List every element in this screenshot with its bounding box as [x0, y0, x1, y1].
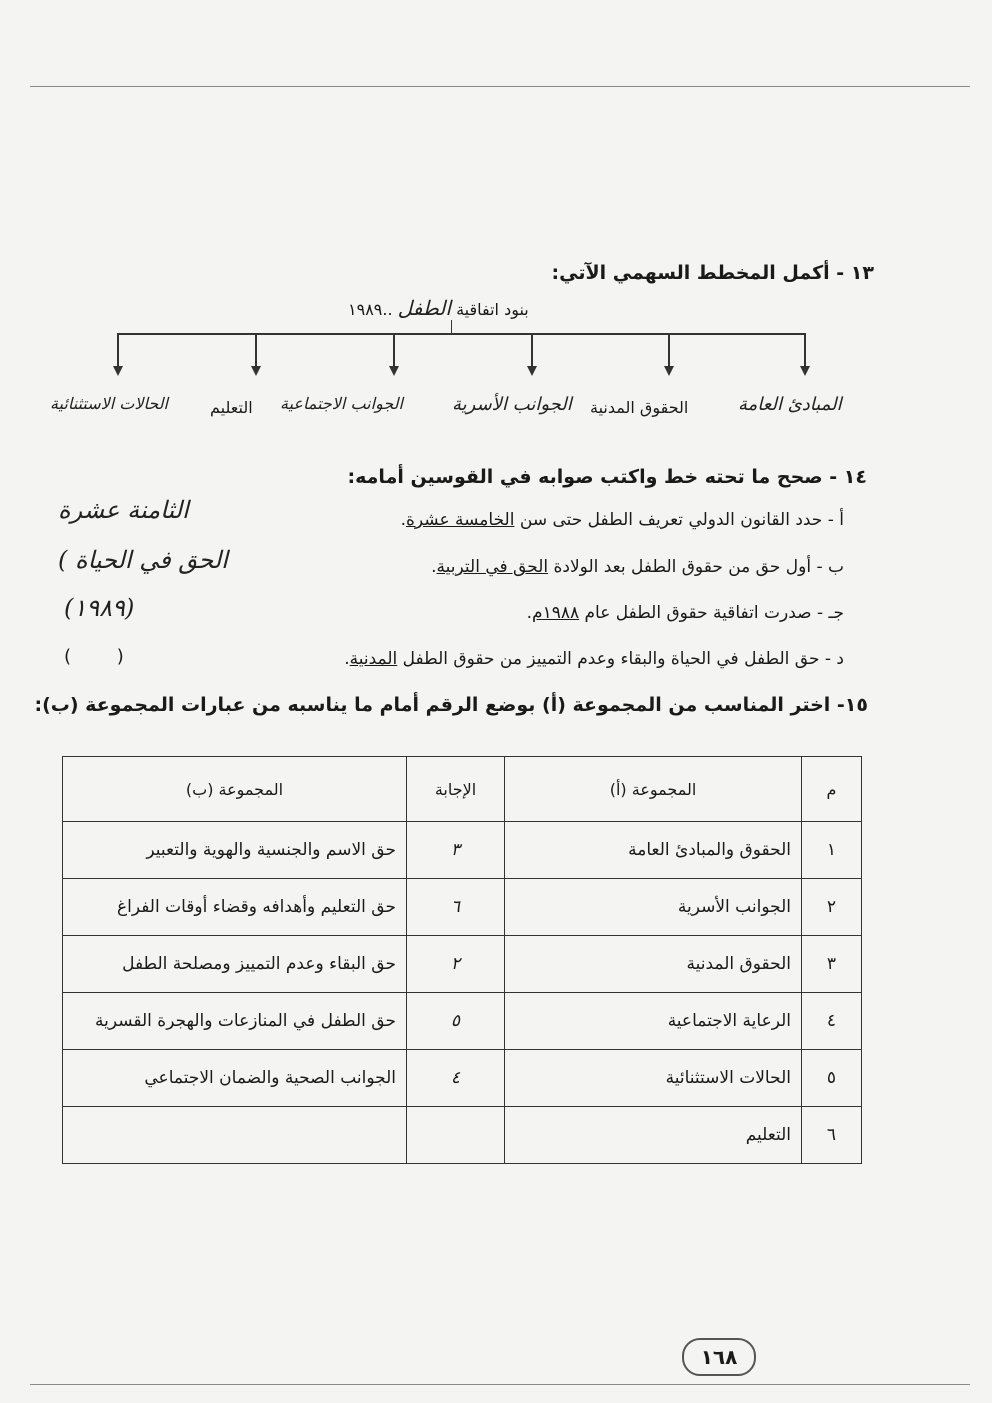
diagram-arrowhead — [113, 366, 123, 376]
page-number: ١٦٨ — [682, 1338, 756, 1376]
diagram-caption-year: ..١٩٨٩ — [348, 300, 393, 319]
header-group-b: المجموعة (ب) — [63, 757, 407, 822]
diagram-arrow — [804, 333, 806, 367]
group-a-cell: الرعاية الاجتماعية — [505, 993, 802, 1050]
q14-item-a-prefix: أ - حدد القانون الدولي تعريف الطفل حتى سن — [514, 510, 844, 530]
table-row — [63, 1107, 862, 1164]
header-group-a: المجموعة (أ) — [505, 757, 802, 822]
question-15-title: ١٥- اختر المناسب من المجموعة (أ) بوضع الرقم أمام ما يناسبه من عبارات المجموعة (ب): — [34, 694, 868, 716]
table-row — [63, 1050, 862, 1107]
diagram-caption-handwritten: الطفل — [397, 296, 451, 320]
answer-cell[interactable]: ٦ — [407, 879, 505, 936]
group-b-cell: حق الطفل في المنازعات والهجرة القسرية — [63, 993, 407, 1050]
diagram-caption-print: بنود اتفاقية — [456, 300, 529, 319]
diagram-answer-4: الجوانب الاجتماعية — [280, 394, 403, 413]
diagram-arrowhead — [389, 366, 399, 376]
q14-item-c-suffix: . — [526, 603, 533, 623]
diagram-answer-2: الحقوق المدنية — [590, 398, 689, 417]
diagram-arrowhead — [251, 366, 261, 376]
diagram-answer-1: المبادئ العامة — [738, 394, 842, 415]
row-number: ١ — [802, 822, 862, 879]
group-b-cell: حق التعليم وأهدافه وقضاء أوقات الفراغ — [63, 879, 407, 936]
diagram-arrowhead — [800, 366, 810, 376]
diagram-arrow — [668, 333, 670, 367]
top-border-line — [30, 86, 970, 87]
diagram-arrowhead — [527, 366, 537, 376]
row-number: ٦ — [802, 1107, 862, 1164]
matching-table — [62, 756, 862, 1164]
q14-item-d-prefix: د - حق الطفل في الحياة والبقاء وعدم التمييز من حقوق الطفل — [397, 649, 844, 669]
row-number: ٢ — [802, 879, 862, 936]
question-14-title: ١٤ - صحح ما تحته خط واكتب صوابه في القوسين أمامه: — [347, 466, 867, 488]
q14-item-c — [527, 603, 844, 623]
diagram-arrow — [531, 333, 533, 367]
q14-item-a-suffix: . — [400, 510, 407, 530]
group-a-cell: الحقوق المدنية — [505, 936, 802, 993]
diagram-root-caption — [348, 296, 529, 320]
q14-item-b-underlined: الحق في التربية — [436, 557, 549, 577]
diagram-answer-6: الحالات الاستثنائية — [50, 394, 168, 413]
answer-cell[interactable] — [407, 1107, 505, 1164]
table-row — [63, 993, 862, 1050]
q14-item-c-prefix: جـ - صدرت اتفاقية حقوق الطفل عام — [579, 603, 844, 623]
q14-item-d-suffix: . — [344, 649, 350, 669]
question-13-title: ١٣ - أكمل المخطط السهمي الآتي: — [551, 262, 874, 284]
q14-answer-b: الحق في الحياة ) — [58, 546, 228, 574]
q14-item-b — [431, 557, 844, 577]
diagram-arrow — [117, 333, 119, 367]
q14-answer-a: الثامنة عشرة — [58, 496, 189, 524]
group-b-cell — [63, 1107, 407, 1164]
table-header-row — [63, 757, 862, 822]
group-a-cell: الحقوق والمبادئ العامة — [505, 822, 802, 879]
header-m: م — [802, 757, 862, 822]
header-answer: الإجابة — [407, 757, 505, 822]
answer-cell[interactable]: ٢ — [407, 936, 505, 993]
q14-item-b-prefix: ب - أول حق من حقوق الطفل بعد الولادة — [548, 557, 844, 577]
diagram-arrow — [255, 333, 257, 367]
group-b-cell: حق الاسم والجنسية والهوية والتعبير — [63, 822, 407, 879]
diagram-stem — [451, 320, 452, 334]
diagram-horizontal-bar — [117, 333, 805, 335]
diagram-answer-3: الجوانب الأسرية — [452, 394, 572, 415]
q14-answer-c: (١٩٨٩) — [64, 594, 135, 622]
table-row — [63, 822, 862, 879]
group-a-cell: الحالات الاستثنائية — [505, 1050, 802, 1107]
q14-item-d-underlined: المدنية — [349, 649, 398, 669]
group-b-cell: حق البقاء وعدم التمييز ومصلحة الطفل — [63, 936, 407, 993]
row-number: ٥ — [802, 1050, 862, 1107]
group-a-cell: الجوانب الأسرية — [505, 879, 802, 936]
table-row — [63, 936, 862, 993]
diagram-arrowhead — [664, 366, 674, 376]
q14-item-d — [344, 649, 844, 669]
q14-item-c-underlined: ١٩٨٨م — [532, 603, 580, 623]
q14-item-a-underlined: الخامسة عشرة — [406, 510, 515, 530]
bottom-border-line — [30, 1384, 970, 1385]
row-number: ٣ — [802, 936, 862, 993]
q14-item-b-suffix: . — [431, 557, 437, 577]
table-row — [63, 879, 862, 936]
answer-cell[interactable]: ٥ — [407, 993, 505, 1050]
q14-answer-d: ( ) — [64, 646, 124, 667]
diagram-arrow — [393, 333, 395, 367]
q14-item-a — [401, 510, 844, 530]
answer-cell[interactable]: ٣ — [407, 822, 505, 879]
group-b-cell: الجوانب الصحية والضمان الاجتماعي — [63, 1050, 407, 1107]
group-a-cell: التعليم — [505, 1107, 802, 1164]
row-number: ٤ — [802, 993, 862, 1050]
diagram-answer-5: التعليم — [210, 398, 253, 417]
answer-cell[interactable]: ٤ — [407, 1050, 505, 1107]
